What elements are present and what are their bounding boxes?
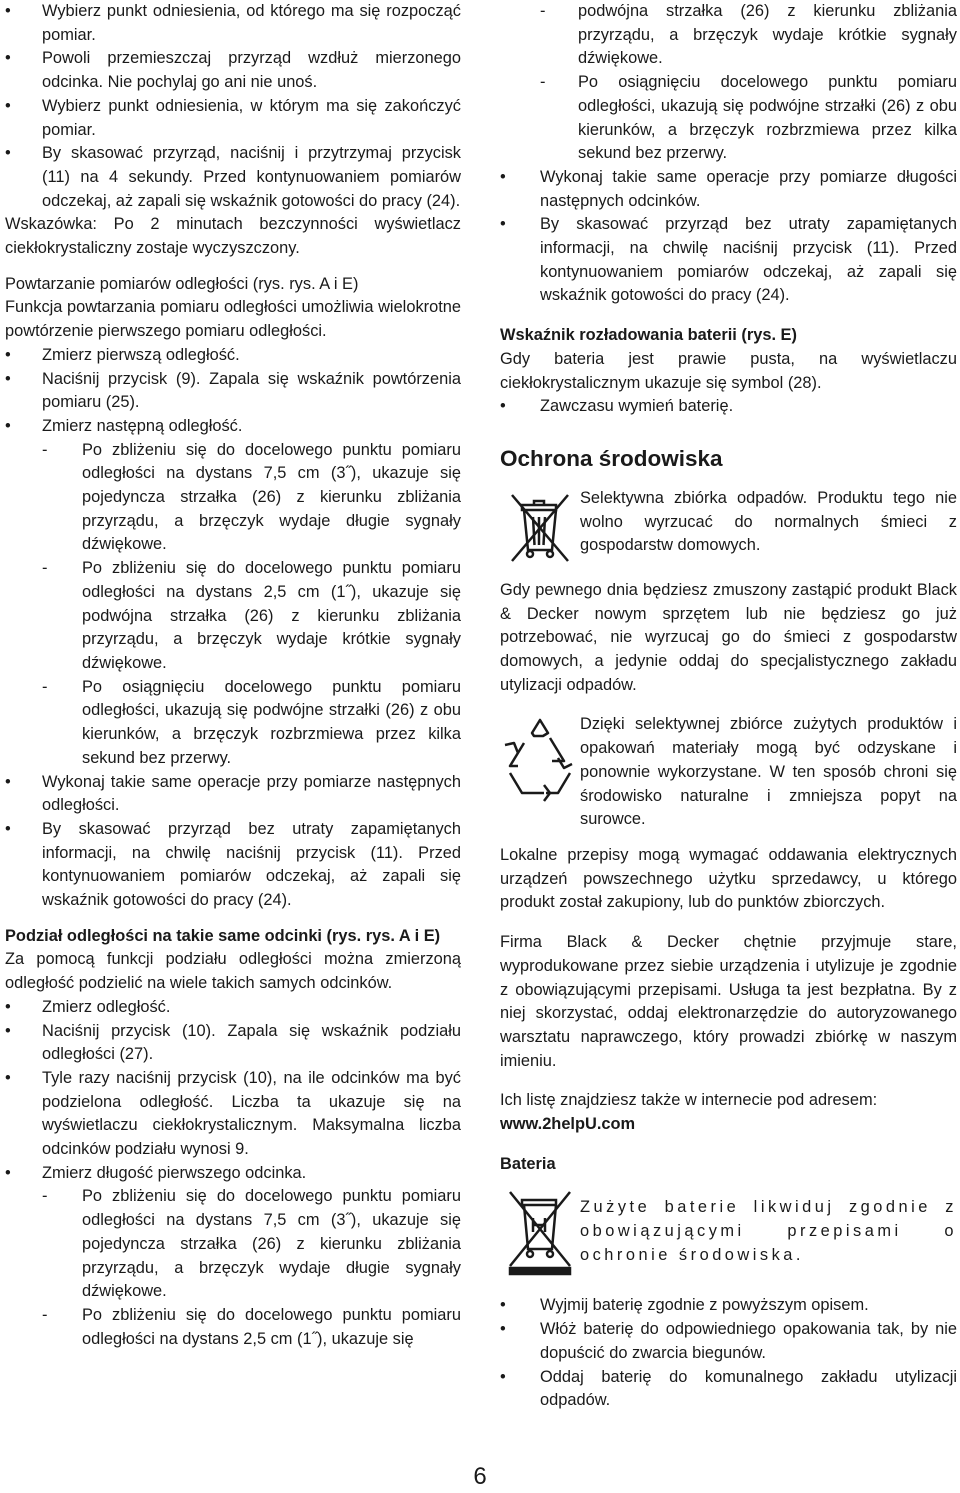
recycle-notice [500, 713, 957, 832]
paragraph: Ich listę znajdziesz także w internecie pod adresem: [500, 1091, 878, 1110]
website-link[interactable]: www.2helpU.com [500, 1115, 636, 1134]
list-item: • Oddaj baterię do komunalnego zakładu utylizacji odpadów. [500, 1366, 957, 1413]
list-item: • Naciśnij przycisk (9). Zapala się wskaźnik powtórzenia pomiaru (25). [5, 368, 461, 415]
section-intro: Za pomocą funkcji podziału odległości można zmierzoną odległość podzielić na wiele takich samych odcinków. [5, 950, 461, 993]
battery-disposal-notice [500, 1188, 957, 1278]
section-intro: Funkcja powtarzania pomiaru odległości umożliwia wielokrotne powtórzenie pierwszego pomiaru odległości. [5, 298, 461, 341]
left-column [5, 0, 461, 1351]
list-item: • Zmierz pierwszą odległość. [5, 344, 461, 368]
paragraph: Lokalne przepisy mogą wymagać oddawania elektrycznych urządzeń powszechnego użytku sprzedawcy, u którego produkt został zakupiony, lub do punktów zbiorczych. [500, 845, 957, 912]
list-item: • Naciśnij przycisk (10). Zapala się wskaźnik podziału odległości (27). [5, 1020, 461, 1067]
heading-environment: Ochrona środowiska [500, 445, 723, 471]
paragraph: Gdy pewnego dnia będziesz zmuszony zastąpić produkt Black & Decker nowym sprzętem lub nie będziesz go już potrzebować, nie wyrzucaj go do śmieci z gospodarstw domowych, a jedynie oddaj do specjalistycznego zakładu utylizacji odpadów. [500, 580, 957, 694]
dash-item: - Po zbliżeniu się do docelowego punktu pomiaru odległości na dystans 7,5 cm (3˝), ukazuje się pojedyncza strzałka (26) z kierunku zbliżania przyrządu, a brzęczyk wydaje długie sygnały dźwiękowe. [5, 439, 461, 558]
list-item: • Powoli przemieszczaj przyrząd wzdłuż mierzonego odcinka. Nie pochylaj go ani nie unoś. [5, 47, 461, 94]
dash-item: - Po zbliżeniu się do docelowego punktu pomiaru odległości na dystans 2,5 cm (1˝), ukazuje się podwójna strzałka (26) z kierunku zbliżania przyrządu, a brzęczyk wydaje krótkie sygnały dźwiękowe. [5, 557, 461, 676]
list-item: • Wykonaj takie same operacje przy pomiarze długości następnych odcinków. [500, 166, 957, 213]
list-item: • Wybierz punkt odniesienia, od którego ma się rozpocząć pomiar. [5, 0, 461, 47]
right-column [500, 0, 957, 1413]
paragraph: Gdy bateria jest prawie pusta, na wyświetlaczu ciekłokrystalicznym ukazuje się symbol (28). [500, 349, 957, 392]
list-item: • By skasować przyrząd bez utraty zapamiętanych informacji, na chwilę naciśnij przycisk (11). Przed kontynuowaniem pomiarów odczekaj, aż zapali się wskaźnik gotowości do pracy (24). [500, 213, 957, 308]
list-item: • Zmierz odległość. [5, 996, 461, 1020]
recycle-text: Dzięki selektywnej zbiórce zużytych produktów i opakowań materiały mogą być odzyskane i ponownie wykorzystane. W ten sposób chroni się środowisko naturalne i zmniejsza popyt na surowce. [580, 715, 957, 829]
weee-notice [500, 487, 957, 567]
list-item: • Zmierz długość pierwszego odcinka. [5, 1162, 461, 1186]
list-item: • Tyle razy naciśnij przycisk (10), na ile odcinków ma być podzielona odległość. Liczba ta ukazuje się na wyświetlaczu ciekłokrystalicznym. Maksymalna liczba odcinków podziału wynosi 9. [5, 1067, 461, 1162]
recycle-icon [500, 713, 580, 823]
paragraph: Firma Black & Decker chętnie przyjmuje stare, wyprodukowane przez siebie urządzenia i utylizuje je zgodnie z obowiązującymi przepisami. Usługa ta jest bezpłatna. By z niej skorzystać, oddaj elektronarzędzie do autoryzowanego warsztatu naprawczego, który prowadzi zbiórkę w naszym imieniu. [500, 933, 957, 1070]
list-item: • Wykonaj takie same operacje przy pomiarze następnych odległości. [5, 771, 461, 818]
dash-item: - Po osiągnięciu docelowego punktu pomiaru odległości, ukazują się podwójne strzałki (26) z obu kierunków, a brzęczyk rozbrzmiewa przez kilka sekund bez przerwy. [500, 71, 957, 166]
crossed-out-battery-bin-icon [500, 1188, 580, 1278]
list-item: • Zmierz następną odległość. [5, 415, 461, 439]
list-item: • Wybierz punkt odniesienia, w którym ma się zakończyć pomiar. [5, 95, 461, 142]
dash-item: - Po zbliżeniu się do docelowego punktu pomiaru odległości na dystans 2,5 cm (1˝), ukazuje się [5, 1304, 461, 1351]
dash-item-continued: - podwójna strzałka (26) z kierunku zbliżania przyrządu, a brzęczyk wydaje krótkie sygnały dźwiękowe. [500, 0, 957, 71]
weee-text: Selektywna zbiórka odpadów. Produktu tego nie wolno wyrzucać do normalnych śmieci z gospodarstw domowych. [580, 488, 957, 555]
list-item: • By skasować przyrząd, naciśnij i przytrzymaj przycisk (11) na 4 sekundy. Przed kontynuowaniem pomiarów odczekaj, aż zapali się wskaźnik gotowości do pracy (24). [5, 142, 461, 213]
dash-item: - Po zbliżeniu się do docelowego punktu pomiaru odległości na dystans 7,5 cm (3˝), ukazuje się pojedyncza strzałka (26) z kierunku zbliżania przyrządu, a brzęczyk wydaje długie sygnały dźwiękowe. [5, 1185, 461, 1304]
dash-item: - Po osiągnięciu docelowego punktu pomiaru odległości, ukazują się podwójne strzałki (26) z obu kierunków, a brzęczyk rozbrzmiewa przez kilka sekund bez przerwy. [5, 676, 461, 771]
list-item: • Wyjmij baterię zgodnie z powyższym opisem. [500, 1294, 957, 1318]
section-title-repeat: Powtarzanie pomiarów odległości (rys. rys. A i E) [5, 274, 359, 293]
page-number: 6 [473, 1463, 487, 1490]
section-title-battery: Bateria [500, 1154, 556, 1173]
section-title-divide: Podział odległości na takie same odcinki (rys. rys. A i E) [5, 926, 441, 945]
crossed-out-bin-icon [500, 487, 580, 567]
battery-disposal-text: Zużyte baterie likwiduj zgodnie z obowiązującymi przepisami o ochronie środowiska. [580, 1198, 957, 1264]
list-item: • Zawczasu wymień baterię. [500, 395, 957, 419]
tip-text: Wskazówka: Po 2 minutach bezczynności wyświetlacz ciekłokrystaliczny zostaje wyczyszczony. [5, 215, 461, 258]
section-title-battery-indicator: Wskaźnik rozładowania baterii (rys. E) [500, 326, 797, 345]
list-item: • By skasować przyrząd bez utraty zapamiętanych informacji, na chwilę naciśnij przycisk (11). Przed kontynuowaniem pomiarów odczekaj, aż zapali się wskaźnik gotowości do pracy (24). [5, 818, 461, 913]
list-item: • Włóż baterię do odpowiedniego opakowania tak, by nie dopuścić do zwarcia biegunów. [500, 1318, 957, 1365]
